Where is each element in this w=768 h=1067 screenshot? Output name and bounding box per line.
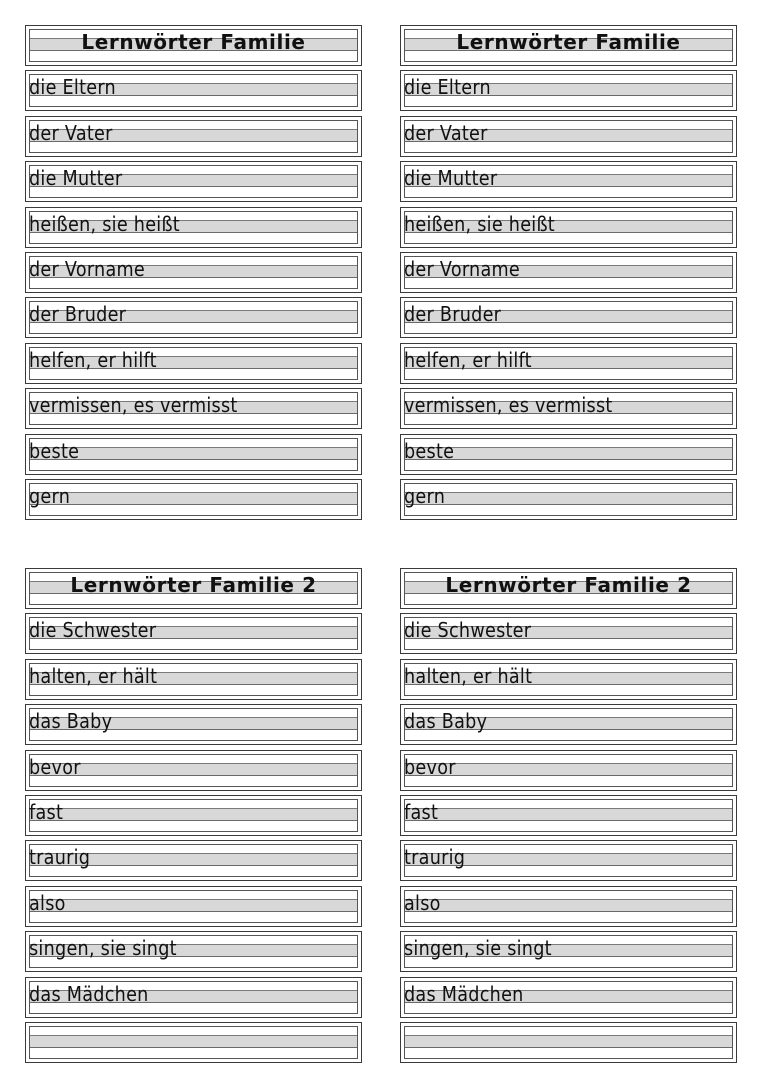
word-list-2-left <box>25 568 362 1067</box>
word-text: traurig <box>29 845 91 870</box>
word-card <box>25 840 362 881</box>
word-card <box>25 161 362 202</box>
word-list-title: Lernwörter Familie <box>456 30 681 54</box>
word-card <box>400 659 737 700</box>
word-card <box>25 613 362 654</box>
word-text: helfen, er hilft <box>404 347 532 372</box>
word-card-title <box>400 25 737 66</box>
word-card <box>25 750 362 791</box>
word-card-title <box>25 25 362 66</box>
word-text: traurig <box>404 845 466 870</box>
word-text: der Vorname <box>404 256 521 281</box>
word-card <box>25 795 362 836</box>
word-card <box>400 613 737 654</box>
writing-lines <box>404 799 733 832</box>
writing-lines <box>404 1026 733 1059</box>
word-card <box>400 343 737 384</box>
word-text: die Eltern <box>29 75 116 100</box>
word-text: die Eltern <box>404 75 491 100</box>
word-text: vermissen, es vermisst <box>29 393 238 418</box>
word-text: gern <box>29 483 71 508</box>
word-text: bevor <box>29 754 81 779</box>
word-text: gern <box>404 483 446 508</box>
word-card <box>400 116 737 157</box>
word-list-title: Lernwörter Familie <box>81 30 306 54</box>
word-card <box>400 931 737 972</box>
word-text: der Vorname <box>29 256 146 281</box>
word-card <box>25 479 362 520</box>
word-card <box>25 388 362 429</box>
word-card <box>400 252 737 293</box>
word-text: die Schwester <box>29 618 157 643</box>
word-text: heißen, sie heißt <box>29 211 180 236</box>
word-card <box>25 343 362 384</box>
writing-lines <box>404 890 733 923</box>
word-text: helfen, er hilft <box>29 347 157 372</box>
word-card <box>25 297 362 338</box>
word-text: die Mutter <box>29 166 123 191</box>
word-text: singen, sie singt <box>404 936 552 961</box>
word-text: vermissen, es vermisst <box>404 393 613 418</box>
word-text: fast <box>29 799 64 824</box>
word-card <box>25 70 362 111</box>
word-list-title: Lernwörter Familie 2 <box>445 573 692 597</box>
word-card <box>25 977 362 1018</box>
word-card <box>400 70 737 111</box>
word-text: die Mutter <box>404 166 498 191</box>
writing-lines <box>29 890 358 923</box>
word-list-1-left <box>25 25 362 524</box>
word-card <box>400 704 737 745</box>
word-card <box>400 161 737 202</box>
word-text: der Vater <box>29 120 113 145</box>
word-text: das Mädchen <box>29 981 149 1006</box>
word-card <box>400 297 737 338</box>
word-text: die Schwester <box>404 618 532 643</box>
word-card <box>400 750 737 791</box>
word-text: halten, er hält <box>404 663 533 688</box>
word-text: beste <box>404 438 455 463</box>
word-text: also <box>404 890 441 915</box>
word-card <box>400 886 737 927</box>
word-card <box>400 207 737 248</box>
word-text: beste <box>29 438 80 463</box>
word-card <box>25 116 362 157</box>
word-text: fast <box>404 799 439 824</box>
word-card-blank <box>400 1022 737 1063</box>
word-card <box>25 434 362 475</box>
word-card <box>400 388 737 429</box>
word-card-title <box>400 568 737 609</box>
word-list-2-right <box>400 568 737 1067</box>
word-card <box>400 977 737 1018</box>
word-card-blank <box>25 1022 362 1063</box>
word-text: halten, er hält <box>29 663 158 688</box>
word-text: der Bruder <box>404 302 502 327</box>
word-list-1-right <box>400 25 737 524</box>
word-list-title: Lernwörter Familie 2 <box>70 573 317 597</box>
word-text: der Bruder <box>29 302 127 327</box>
word-card <box>25 659 362 700</box>
word-text: der Vater <box>404 120 488 145</box>
writing-lines <box>29 1026 358 1059</box>
word-text: bevor <box>404 754 456 779</box>
word-text: das Mädchen <box>404 981 524 1006</box>
writing-lines <box>29 483 358 516</box>
word-card <box>25 207 362 248</box>
word-card <box>25 931 362 972</box>
word-text: das Baby <box>29 709 113 734</box>
word-card <box>25 252 362 293</box>
word-text: das Baby <box>404 709 488 734</box>
word-text: singen, sie singt <box>29 936 177 961</box>
word-card <box>400 434 737 475</box>
writing-lines <box>29 799 358 832</box>
writing-lines <box>404 483 733 516</box>
word-text: also <box>29 890 66 915</box>
word-card <box>25 886 362 927</box>
word-card <box>400 795 737 836</box>
word-card-title <box>25 568 362 609</box>
word-card <box>400 479 737 520</box>
word-card <box>25 704 362 745</box>
word-card <box>400 840 737 881</box>
word-text: heißen, sie heißt <box>404 211 555 236</box>
